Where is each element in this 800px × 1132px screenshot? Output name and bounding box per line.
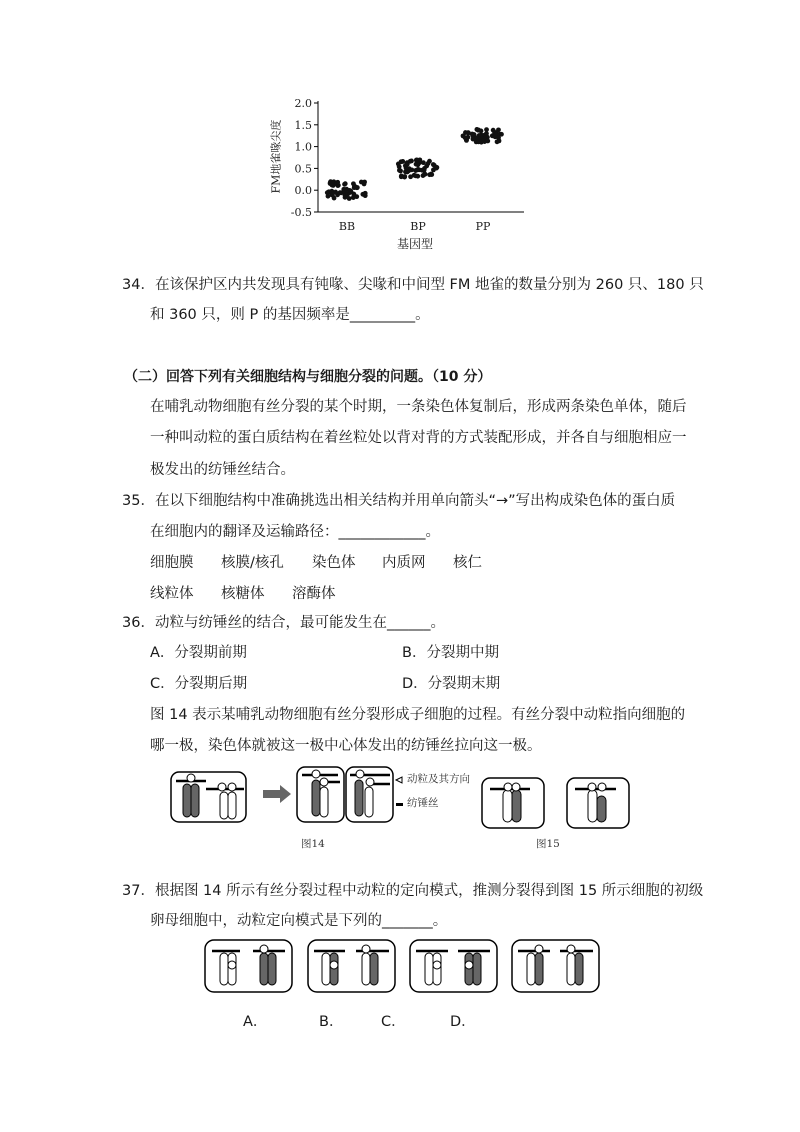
scatter-point bbox=[491, 128, 496, 133]
kinetochore-legend-icon bbox=[396, 777, 402, 783]
scatter-point bbox=[409, 167, 414, 172]
fig15-cell-1 bbox=[482, 778, 544, 828]
structure-option: 染色体 bbox=[312, 555, 356, 571]
x-tick-label: BP bbox=[410, 220, 426, 233]
scatter-point bbox=[408, 174, 413, 179]
scatter-point bbox=[421, 160, 426, 165]
option-d-figure bbox=[512, 940, 599, 992]
x-tick-label: PP bbox=[475, 220, 491, 233]
figure-14-caption: 图14 bbox=[301, 838, 325, 850]
y-axis-label: FM地雀喙尖度 bbox=[269, 119, 283, 194]
fig15-cell-2 bbox=[567, 778, 629, 828]
q36-option-c: C．分裂期后期 bbox=[150, 676, 248, 692]
scatter-point bbox=[326, 194, 331, 199]
scatter-point bbox=[426, 161, 431, 166]
scatter-point bbox=[413, 173, 418, 178]
q37-option-a-label: A． bbox=[243, 1014, 268, 1030]
scatter-point bbox=[479, 140, 484, 145]
scatter-point bbox=[343, 181, 348, 186]
q35-line2: 在细胞内的翻译及运输路径：____________。 bbox=[150, 524, 440, 540]
scatter-point bbox=[470, 133, 475, 138]
scatter-point bbox=[461, 133, 466, 138]
scatter-point bbox=[343, 189, 348, 194]
scatter-point bbox=[429, 172, 434, 177]
legend-spindle-label: 纺锤丝 bbox=[407, 797, 439, 809]
section-heading: （二）回答下列有关细胞结构与细胞分裂的问题。（10 分） bbox=[124, 369, 492, 385]
scatter-point bbox=[423, 172, 428, 177]
scatter-point bbox=[434, 166, 439, 171]
figure-14-15 bbox=[0, 762, 800, 862]
fig14-cell-interphase bbox=[171, 772, 246, 822]
q34-line2: 和 360 只，则 P 的基因频率是_________。 bbox=[150, 307, 430, 323]
scatter-point bbox=[335, 180, 340, 185]
structure-option: 溶酶体 bbox=[292, 586, 336, 602]
scatter-point bbox=[347, 196, 352, 201]
x-tick-label: BB bbox=[338, 220, 356, 233]
scatter-point bbox=[343, 195, 348, 200]
q37-option-figures bbox=[0, 935, 800, 1005]
arrow-icon bbox=[263, 785, 291, 803]
option-a-figure bbox=[205, 940, 292, 992]
q36-option-d: D．分裂期末期 bbox=[402, 676, 501, 692]
scatter-point bbox=[408, 159, 413, 164]
scatter-point bbox=[493, 132, 498, 137]
spindle-legend-icon bbox=[396, 803, 403, 806]
chart-marks bbox=[291, 97, 524, 233]
q37-line2: 卵母细胞中，动粒定向模式是下列的_______。 bbox=[150, 913, 448, 929]
scatter-point bbox=[495, 139, 500, 144]
scatter-point bbox=[466, 131, 471, 136]
structure-option: 线粒体 bbox=[150, 586, 194, 602]
intro-line3: 极发出的纺锤丝结合。 bbox=[150, 462, 295, 478]
y-tick-label: -0.5 bbox=[290, 206, 312, 219]
q36-option-a: A．分裂期前期 bbox=[150, 645, 247, 661]
q36-option-b: B．分裂期中期 bbox=[402, 645, 499, 661]
fig-desc-line2: 哪一极，染色体就被这一极中心体发出的纺锤丝拉向这一极。 bbox=[150, 738, 542, 754]
scatter-point bbox=[474, 127, 479, 132]
beak-scatter-chart bbox=[0, 0, 800, 270]
scatter-point bbox=[479, 129, 484, 134]
q37-line1: 37．根据图 14 所示有丝分裂过程中动粒的定向模式，推测分裂得到图 15 所示细胞的初级 bbox=[122, 883, 704, 899]
x-axis-label: 基因型 bbox=[397, 237, 434, 251]
y-tick-label: 2.0 bbox=[294, 97, 312, 110]
scatter-point bbox=[360, 192, 365, 197]
scatter-point bbox=[484, 131, 489, 136]
structure-option: 核膜/核孔 bbox=[221, 555, 284, 571]
structure-option: 内质网 bbox=[382, 555, 426, 571]
q36-stem: 36．动粒与纺锤丝的结合，最可能发生在______。 bbox=[122, 615, 445, 631]
scatter-point bbox=[351, 181, 356, 186]
q34-line1: 34．在该保护区内共发现具有钝喙、尖喙和中间型 FM 地雀的数量分别为 260 只、180 只 bbox=[122, 277, 704, 293]
scatter-point bbox=[333, 190, 338, 195]
scatter-point bbox=[400, 159, 405, 164]
scatter-point bbox=[330, 183, 335, 188]
figure-15-caption: 图15 bbox=[536, 838, 560, 850]
scatter-point bbox=[338, 190, 343, 195]
fig14-daughter-cell-2 bbox=[346, 767, 393, 822]
structure-option: 核糖体 bbox=[221, 586, 265, 602]
option-c-figure bbox=[410, 940, 497, 992]
scatter-point bbox=[348, 188, 353, 193]
fig14-daughter-cell-1 bbox=[297, 767, 344, 822]
q35-line1: 35．在以下细胞结构中准确挑选出相关结构并用单向箭头“→”写出构成染色体的蛋白质 bbox=[122, 493, 676, 509]
fig-desc-line1: 图 14 表示某哺乳动物细胞有丝分裂形成子细胞的过程。有丝分裂中动粒指向细胞的 bbox=[150, 707, 686, 723]
q37-option-d-label: D． bbox=[450, 1014, 476, 1030]
scatter-point bbox=[414, 157, 419, 162]
scatter-point bbox=[399, 174, 404, 179]
y-tick-label: 0.0 bbox=[294, 184, 312, 198]
structure-option: 核仁 bbox=[453, 555, 482, 571]
legend-kinetochore-label: 动粒及其方向 bbox=[407, 773, 470, 785]
scatter-point bbox=[420, 168, 425, 173]
scatter-point bbox=[362, 182, 367, 187]
intro-line2: 一种叫动粒的蛋白质结构在着丝粒处以背对背的方式装配形成，并各自与细胞相应一 bbox=[150, 430, 687, 446]
y-tick-label: 1.5 bbox=[294, 118, 312, 132]
intro-line1: 在哺乳动物细胞有丝分裂的某个时期，一条染色体复制后，形成两条染色单体，随后 bbox=[150, 399, 687, 415]
scatter-point bbox=[416, 162, 421, 167]
y-tick-label: 0.5 bbox=[294, 162, 312, 176]
q37-option-b-label: B． bbox=[319, 1014, 344, 1030]
scatter-point bbox=[485, 139, 490, 144]
scatter-point bbox=[397, 168, 402, 173]
structure-option: 细胞膜 bbox=[150, 555, 194, 571]
y-tick-label: 1.0 bbox=[294, 140, 312, 154]
q37-option-c-label: C． bbox=[381, 1014, 406, 1030]
option-b-figure bbox=[308, 940, 395, 992]
scatter-point bbox=[354, 194, 359, 199]
